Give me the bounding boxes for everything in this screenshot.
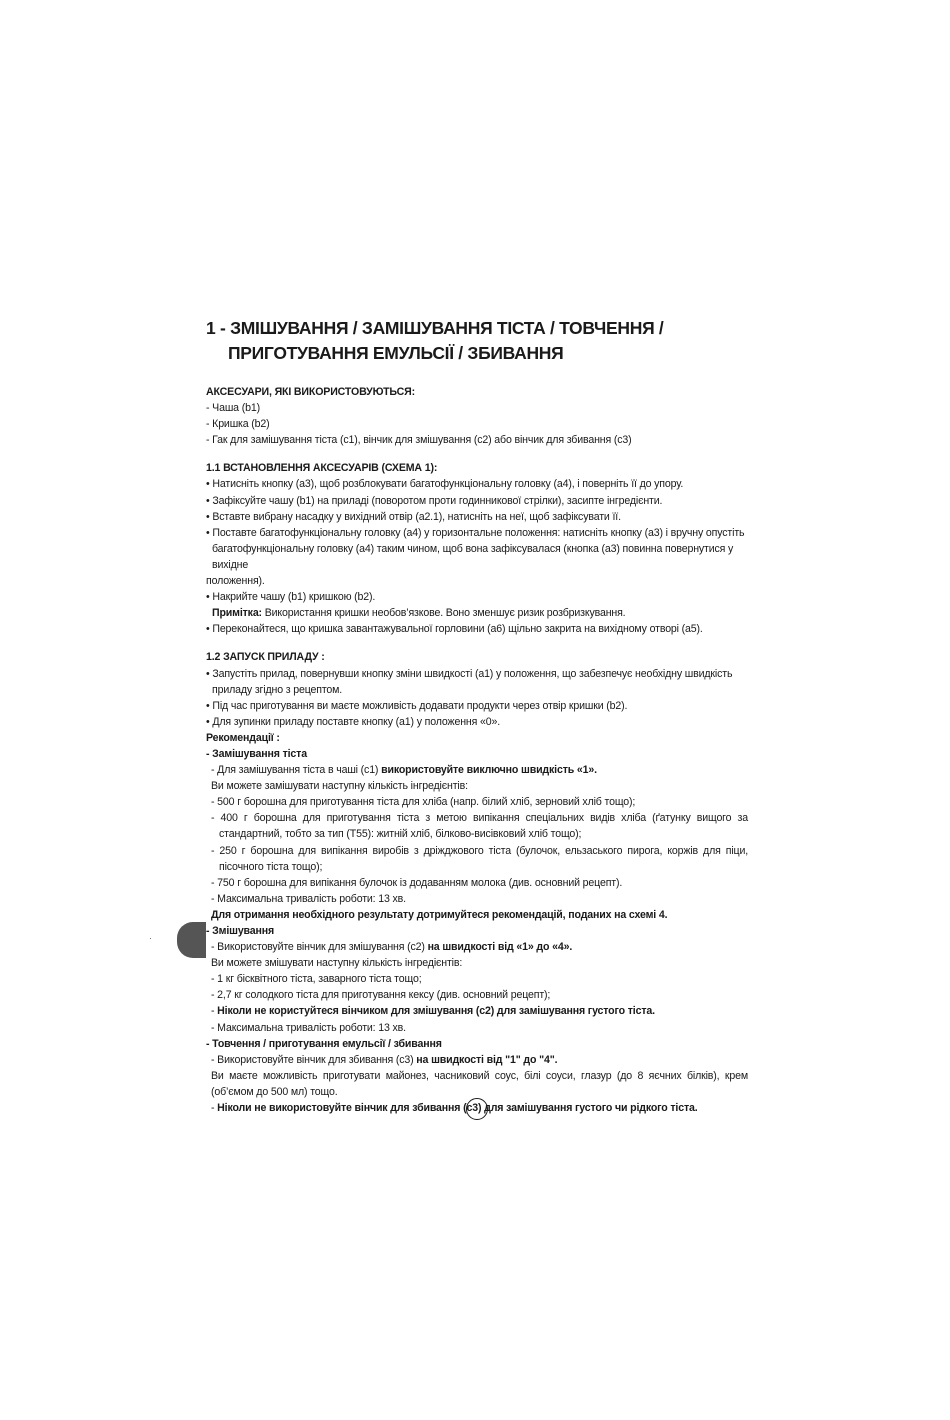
accessories-heading: АКСЕСУАРИ, ЯКІ ВИКОРИСТОВУЮТЬСЯ: bbox=[206, 386, 415, 398]
mixing-dash: - bbox=[211, 1005, 218, 1018]
mixing-line bbox=[206, 939, 748, 955]
whipping-heading: - Товчення / приготування емульсії / збивання bbox=[206, 1037, 442, 1050]
install-step: • Накрийте чашу (b1) кришкою (b2). bbox=[206, 591, 376, 604]
start-step: • Під час приготування ви маєте можливість додавати продукти через отвір кришки (b2). bbox=[206, 699, 628, 712]
kneading-line: Для отримання необхідного результату дотримуйтеся рекомендацій, поданих на схемі 4. bbox=[211, 908, 668, 921]
install-step: • Натисніть кнопку (a3), щоб розблокувати багатофункціональну головку (a4), і поверніть її до упору. bbox=[206, 478, 684, 491]
mixing-heading: - Змішування bbox=[206, 925, 275, 937]
title-line-1: 1 - ЗМІШУВАННЯ / ЗАМІШУВАННЯ ТІСТА / ТОВЧЕННЯ / bbox=[206, 318, 664, 338]
kneading-line: - 400 г борошна для приготування тіста з метою випікання спеціальних видів хліба (ґатунку вищого за стандартний, тобто за тип (T55): житній хліб, білково-висівковий хліб тощо); bbox=[211, 812, 748, 841]
install-step-cont: вихідне bbox=[212, 558, 249, 571]
mixing-line: - Максимальна тривалість роботи: 13 хв. bbox=[211, 1021, 406, 1034]
whipping-warning: Ніколи не використовуйте вінчик для збивання (c3) для замішування густого чи рідкого тіста. bbox=[217, 1102, 698, 1115]
kneading-line: - Максимальна тривалість роботи: 13 хв. bbox=[211, 892, 406, 905]
mixing-line: - 2,7 кг солодкого тіста для приготування кексу (див. основний рецепт); bbox=[211, 989, 551, 1002]
note-label: Примітка: bbox=[212, 607, 262, 620]
install-note bbox=[206, 605, 748, 621]
kneading-line: Ви можете замішувати наступну кількість інгредієнтів: bbox=[211, 780, 468, 793]
accessory-item: - Чаша (b1) bbox=[206, 402, 260, 415]
kneading-line: - 250 г борошна для випікання виробів з дріжджового тіста (булочок, ельзаського пирога, коржів для піци, пісочного тіста тощо); bbox=[211, 844, 748, 873]
note-text: Використання кришки необов’язкове. Воно зменшує ризик розбризкування. bbox=[261, 607, 626, 620]
recommendations-heading: Рекомендації : bbox=[206, 731, 280, 744]
page-number-circle bbox=[466, 1098, 488, 1120]
mixing-line: - 1 кг бісквітного тіста, заварного тіста тощо; bbox=[211, 973, 422, 986]
start-step: • Запустіть прилад, повернувши кнопку зміни швидкості (a1) у положення, що забезпечує необхідну швидкість bbox=[206, 667, 733, 680]
start-step-cont: приладу згідно з рецептом. bbox=[212, 683, 343, 696]
margin-dot bbox=[150, 938, 151, 939]
kneading-line: - 500 г борошна для приготування тіста для хліба (напр. білий хліб, зерновий хліб тощо); bbox=[211, 796, 636, 809]
title-line-2: ПРИГОТУВАННЯ ЕМУЛЬСІЇ / ЗБИВАННЯ bbox=[228, 343, 564, 363]
install-step: • Зафіксуйте чашу (b1) на приладі (поворотом проти годинникової стрілки), засипте інгредієнти. bbox=[206, 494, 663, 507]
install-step-cont: багатофункціональну головку (a4) таким чином, щоб вона зафіксувалася (кнопка (a3) повинна повернутися у bbox=[212, 542, 734, 555]
install-heading: 1.1 ВСТАНОВЛЕННЯ АКСЕСУАРІВ (СХЕМА 1): bbox=[206, 462, 438, 475]
mixing-speed: на швидкості від «1» до «4». bbox=[427, 941, 573, 954]
whipping-speed: на швидкості від "1" до "4". bbox=[416, 1053, 558, 1066]
install-step: • Поставте багатофункціональну головку (a4) у горизонтальне положення: натисніть кнопку (a3) і вручну опустіть bbox=[206, 526, 745, 539]
start-step: • Для зупинки приладу поставте кнопку (a1) у положення «0». bbox=[206, 715, 501, 728]
whipping-dash: - bbox=[211, 1102, 218, 1115]
start-heading: 1.2 ЗАПУСК ПРИЛАДУ : bbox=[206, 651, 325, 664]
document-page bbox=[206, 316, 748, 1116]
kneading-text: - Для замішування тіста в чаші (c1) bbox=[211, 764, 382, 777]
mixing-text: - Використовуйте вінчик для змішування (c2) bbox=[211, 941, 428, 954]
accessory-item: - Гак для замішування тіста (c1), вінчик для змішування (c2) або вінчик для збивання (c3) bbox=[206, 434, 632, 447]
whipping-text: - Використовуйте вінчик для збивання (c3) bbox=[211, 1053, 417, 1066]
install-step: • Вставте вибрану насадку у вихідний отвір (a2.1), натисніть на неї, щоб зафіксувати її. bbox=[206, 510, 621, 523]
whipping-line bbox=[206, 1052, 748, 1068]
language-tab-marker bbox=[177, 922, 206, 958]
kneading-heading: - Замішування тіста bbox=[206, 747, 307, 760]
whipping-line: Ви маєте можливість приготувати майонез, часниковий соус, білі соуси, глазур (до 8 яєчних білків), крем (об’ємом до 500 мл) тощо. bbox=[211, 1069, 748, 1098]
install-step: • Переконайтеся, що кришка завантажувальної горловини (a6) щільно закрита на вихідному отворі (a5). bbox=[206, 623, 703, 636]
kneading-line bbox=[206, 762, 748, 778]
kneading-speed: використовуйте виключно швидкість «1». bbox=[381, 764, 597, 777]
accessory-item: - Кришка (b2) bbox=[206, 418, 270, 431]
mixing-warning: Ніколи не користуйтеся вінчиком для змішування (c2) для замішування густого тіста. bbox=[217, 1005, 655, 1018]
page-title bbox=[206, 316, 748, 366]
mixing-line: Ви можете змішувати наступну кількість інгредієнтів: bbox=[211, 957, 463, 970]
mixing-line bbox=[206, 1003, 748, 1019]
kneading-line: - 750 г борошна для випікання булочок із додаванням молока (див. основний рецепт). bbox=[211, 876, 623, 889]
install-step-cont: положення). bbox=[206, 575, 265, 588]
